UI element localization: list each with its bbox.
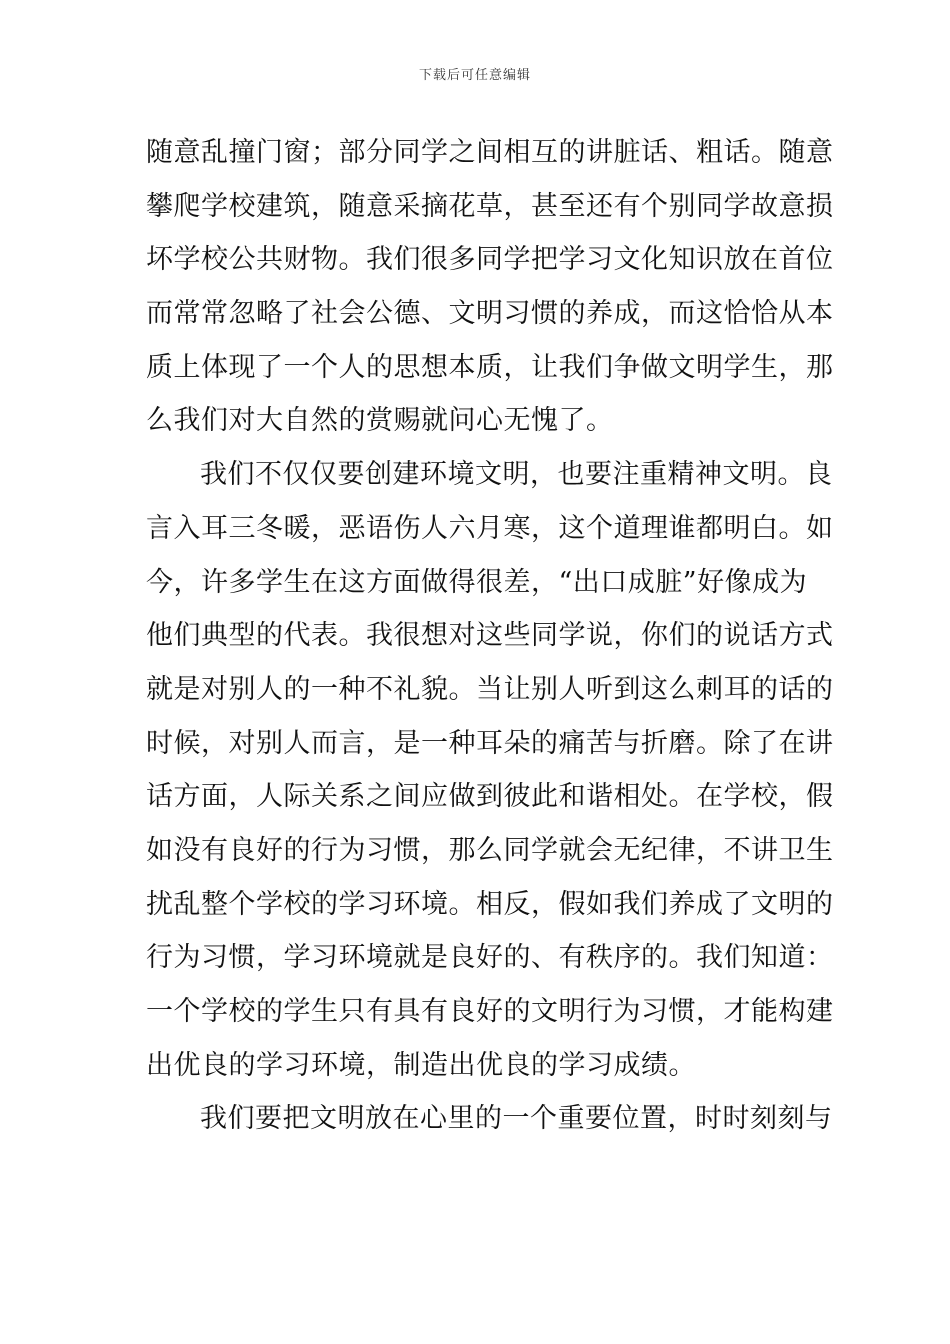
text-line: 质上体现了一个人的思想本质，让我们争做文明学生，那	[146, 351, 834, 383]
paragraph-2	[146, 448, 834, 1092]
text-line: 坏学校公共财物。我们很多同学把学习文化知识放在首位	[146, 244, 834, 276]
text-line: 今，许多学生在这方面做得很差，“出口成脏”好像成为	[146, 566, 808, 598]
text-line: 出优良的学习环境，制造出优良的学习成绩。	[146, 1049, 696, 1081]
text-line: 攀爬学校建筑，随意采摘花草，甚至还有个别同学故意损	[146, 190, 834, 222]
text-line: 他们典型的代表。我很想对这些同学说，你们的说话方式	[146, 620, 834, 652]
text-line: 么我们对大自然的赏赐就问心无愧了。	[146, 405, 614, 437]
document-body	[146, 126, 834, 1146]
text-line: 行为习惯，学习环境就是良好的、有秩序的。我们知道：	[146, 942, 834, 974]
text-line: 就是对别人的一种不礼貌。当让别人听到这么刺耳的话的	[146, 673, 834, 705]
text-line: 我们要把文明放在心里的一个重要位置，时时刻刻与	[200, 1103, 833, 1135]
text-line: 言入耳三冬暖，恶语伤人六月寒，这个道理谁都明白。如	[146, 512, 834, 544]
page-header: 下载后可任意编辑	[418, 68, 531, 83]
text-line: 而常常忽略了社会公德、文明习惯的养成，而这恰恰从本	[146, 298, 834, 330]
paragraph-3	[146, 1092, 833, 1146]
text-line: 一个学校的学生只有具有良好的文明行为习惯，才能构建	[146, 996, 834, 1027]
text-line: 如没有良好的行为习惯，那么同学就会无纪律，不讲卫生	[146, 834, 834, 866]
text-line: 扰乱整个学校的学习环境。相反，假如我们养成了文明的	[146, 888, 834, 920]
paragraph-1	[146, 126, 834, 448]
text-line: 话方面，人际关系之间应做到彼此和谐相处。在学校，假	[146, 781, 834, 813]
text-line: 随意乱撞门窗；部分同学之间相互的讲脏话、粗话。随意	[146, 137, 834, 168]
text-line: 时候，对别人而言，是一种耳朵的痛苦与折磨。除了在讲	[146, 727, 834, 759]
text-line: 我们不仅仅要创建环境文明，也要注重精神文明。良	[200, 459, 833, 491]
